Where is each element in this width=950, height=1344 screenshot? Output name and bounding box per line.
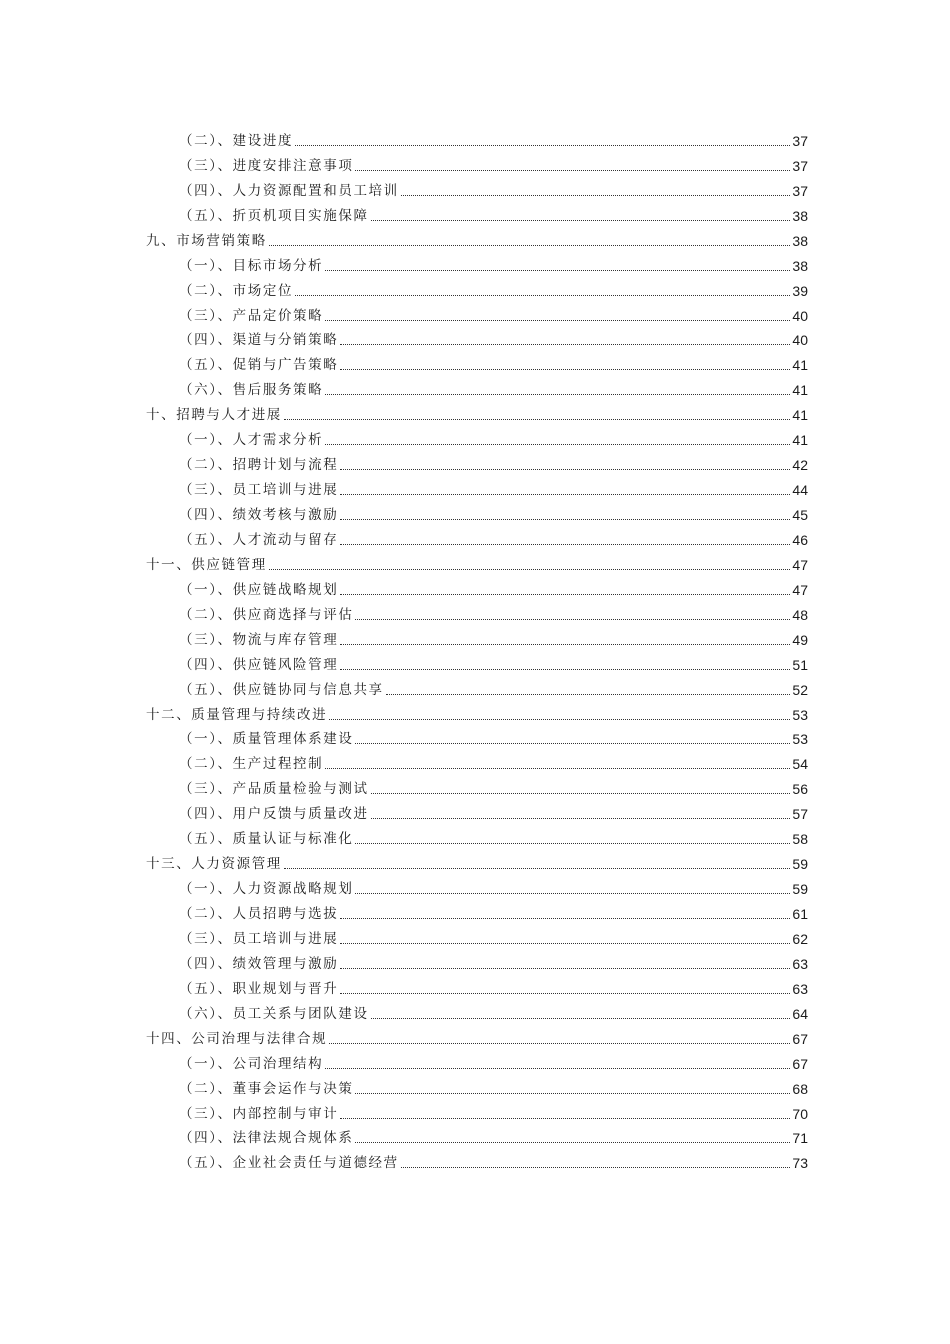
toc-dot-leader bbox=[371, 220, 791, 221]
toc-entry-title: （四）、供应链风险管理 bbox=[179, 656, 339, 673]
toc-section-entry[interactable] bbox=[146, 1122, 808, 1147]
toc-section-entry[interactable] bbox=[146, 598, 808, 623]
toc-dot-leader bbox=[325, 270, 790, 271]
toc-entry-title: （四）、渠道与分销策略 bbox=[179, 332, 339, 349]
toc-page-number: 37 bbox=[792, 157, 808, 174]
toc-page-number: 59 bbox=[792, 856, 808, 873]
toc-page-number: 39 bbox=[792, 282, 808, 299]
toc-section-entry[interactable] bbox=[146, 623, 808, 648]
toc-page-number: 68 bbox=[792, 1080, 808, 1097]
toc-entry-title: （二）、人员招聘与选拔 bbox=[179, 906, 339, 922]
toc-entry-title: （三）、员工培训与进展 bbox=[179, 930, 339, 947]
toc-page-number: 62 bbox=[792, 930, 808, 947]
toc-section-entry[interactable] bbox=[146, 947, 808, 972]
toc-section-entry[interactable] bbox=[146, 1146, 808, 1171]
toc-page-number: 56 bbox=[792, 781, 808, 798]
toc-entry-title: （五）、折页机项目实施保障 bbox=[179, 207, 369, 224]
toc-page-number: 52 bbox=[792, 681, 808, 698]
toc-page-number: 40 bbox=[792, 307, 808, 324]
toc-dot-leader bbox=[340, 918, 790, 919]
toc-section-entry[interactable] bbox=[146, 772, 808, 797]
toc-dot-leader bbox=[386, 694, 791, 695]
toc-section-entry[interactable] bbox=[146, 348, 808, 373]
toc-dot-leader bbox=[340, 369, 790, 370]
toc-page-number: 41 bbox=[792, 407, 808, 424]
toc-dot-leader bbox=[401, 195, 791, 196]
toc-page-number: 37 bbox=[792, 182, 808, 199]
toc-section-entry[interactable] bbox=[146, 249, 808, 274]
toc-chapter-entry[interactable] bbox=[146, 548, 808, 573]
toc-dot-leader bbox=[269, 245, 791, 246]
toc-entry-title: 九、市场营销策略 bbox=[146, 232, 267, 249]
toc-dot-leader bbox=[355, 170, 790, 171]
toc-entry-title: （六）、员工关系与团队建设 bbox=[179, 1005, 369, 1022]
toc-section-entry[interactable] bbox=[146, 972, 808, 997]
toc-page-number: 58 bbox=[792, 831, 808, 848]
toc-section-entry[interactable] bbox=[146, 324, 808, 349]
toc-section-entry[interactable] bbox=[146, 797, 808, 822]
toc-entry-title: （二）、董事会运作与决策 bbox=[179, 1080, 354, 1097]
toc-entry-title: （一）、公司治理结构 bbox=[179, 1055, 324, 1072]
toc-page-number: 48 bbox=[792, 606, 808, 623]
toc-page-number: 63 bbox=[792, 980, 808, 997]
toc-page-number: 53 bbox=[792, 706, 808, 723]
toc-page-number: 51 bbox=[792, 656, 808, 673]
toc-dot-leader bbox=[340, 344, 790, 345]
toc-section-entry[interactable] bbox=[146, 747, 808, 772]
toc-page-number: 49 bbox=[792, 631, 808, 648]
toc-entry-title: （三）、产品定价策略 bbox=[179, 307, 324, 324]
toc-entry-title: （五）、企业社会责任与道德经营 bbox=[179, 1155, 399, 1172]
toc-dot-leader bbox=[401, 1167, 791, 1168]
toc-dot-leader bbox=[284, 868, 791, 869]
toc-section-entry[interactable] bbox=[146, 498, 808, 523]
toc-dot-leader bbox=[340, 968, 790, 969]
toc-entry-title: （二）、生产过程控制 bbox=[179, 756, 324, 773]
toc-entry-title: 十三、人力资源管理 bbox=[146, 856, 282, 873]
toc-entry-title: （二）、市场定位 bbox=[179, 282, 294, 299]
toc-page-number: 59 bbox=[792, 881, 808, 898]
toc-dot-leader bbox=[355, 1093, 790, 1094]
toc-entry-title: （二）、供应商选择与评估 bbox=[179, 606, 354, 623]
toc-section-entry[interactable] bbox=[146, 423, 808, 448]
toc-page-number: 40 bbox=[792, 332, 808, 349]
toc-dot-leader bbox=[355, 743, 790, 744]
toc-page-number: 61 bbox=[792, 906, 808, 922]
toc-section-entry[interactable] bbox=[146, 673, 808, 698]
toc-chapter-entry[interactable] bbox=[146, 698, 808, 723]
toc-dot-leader bbox=[325, 394, 790, 395]
toc-section-entry[interactable] bbox=[146, 199, 808, 224]
toc-entry-title: （五）、质量认证与标准化 bbox=[179, 831, 354, 848]
toc-page-number: 71 bbox=[792, 1130, 808, 1147]
toc-entry-title: 十二、质量管理与持续改进 bbox=[146, 706, 328, 723]
toc-dot-leader bbox=[325, 444, 790, 445]
toc-page-number: 42 bbox=[792, 457, 808, 474]
toc-dot-leader bbox=[269, 569, 791, 570]
toc-section-entry[interactable] bbox=[146, 373, 808, 398]
toc-page-number: 67 bbox=[792, 1030, 808, 1047]
toc-page-number: 38 bbox=[792, 207, 808, 224]
toc-dot-leader bbox=[355, 1142, 790, 1143]
toc-dot-leader bbox=[355, 843, 790, 844]
toc-dot-leader bbox=[329, 719, 790, 720]
toc-entry-title: （三）、进度安排注意事项 bbox=[179, 157, 354, 174]
toc-chapter-entry[interactable] bbox=[146, 847, 808, 872]
toc-dot-leader bbox=[340, 594, 790, 595]
toc-section-entry[interactable] bbox=[146, 723, 808, 748]
toc-dot-leader bbox=[371, 1018, 791, 1019]
table-of-contents bbox=[146, 124, 808, 1171]
toc-entry-title: （四）、人力资源配置和员工培训 bbox=[179, 182, 399, 199]
toc-section-entry[interactable] bbox=[146, 523, 808, 548]
toc-dot-leader bbox=[329, 1043, 790, 1044]
toc-entry-title: （五）、促销与广告策略 bbox=[179, 357, 339, 374]
toc-page-number: 67 bbox=[792, 1055, 808, 1072]
toc-page-number: 37 bbox=[792, 132, 808, 149]
toc-section-entry[interactable] bbox=[146, 1097, 808, 1122]
toc-dot-leader bbox=[355, 619, 790, 620]
toc-dot-leader bbox=[340, 993, 790, 994]
toc-entry-title: （二）、建设进度 bbox=[179, 132, 294, 149]
toc-entry-title: 十、招聘与人才进展 bbox=[146, 407, 282, 424]
toc-entry-title: （一）、人才需求分析 bbox=[179, 432, 324, 449]
toc-dot-leader bbox=[340, 943, 790, 944]
toc-dot-leader bbox=[371, 818, 791, 819]
toc-page-number: 47 bbox=[792, 581, 808, 598]
toc-page-number: 73 bbox=[792, 1155, 808, 1172]
toc-entry-title: （五）、职业规划与晋升 bbox=[179, 980, 339, 997]
toc-dot-leader bbox=[325, 768, 790, 769]
toc-page-number: 41 bbox=[792, 357, 808, 374]
toc-section-entry[interactable] bbox=[146, 872, 808, 897]
toc-entry-title: （五）、供应链协同与信息共享 bbox=[179, 681, 384, 698]
toc-section-entry[interactable] bbox=[146, 473, 808, 498]
toc-entry-title: （四）、绩效考核与激励 bbox=[179, 507, 339, 523]
toc-entry-title: （一）、目标市场分析 bbox=[179, 257, 324, 274]
toc-dot-leader bbox=[284, 419, 791, 420]
toc-page-number: 63 bbox=[792, 955, 808, 972]
toc-dot-leader bbox=[355, 893, 790, 894]
toc-dot-leader bbox=[295, 295, 790, 296]
toc-entry-title: （一）、人力资源战略规划 bbox=[179, 881, 354, 898]
toc-page-number: 41 bbox=[792, 382, 808, 399]
toc-page-number: 38 bbox=[792, 257, 808, 274]
toc-section-entry[interactable] bbox=[146, 274, 808, 299]
toc-entry-title: （五）、人才流动与留存 bbox=[179, 531, 339, 548]
toc-page-number: 64 bbox=[792, 1005, 808, 1022]
toc-dot-leader bbox=[340, 644, 790, 645]
toc-page-number: 70 bbox=[792, 1105, 808, 1122]
toc-section-entry[interactable] bbox=[146, 1072, 808, 1097]
toc-entry-title: （四）、法律法规合规体系 bbox=[179, 1130, 354, 1147]
toc-page-number: 41 bbox=[792, 432, 808, 449]
toc-chapter-entry[interactable] bbox=[146, 1022, 808, 1047]
toc-page-number: 38 bbox=[792, 232, 808, 249]
toc-page-number: 57 bbox=[792, 806, 808, 823]
toc-section-entry[interactable] bbox=[146, 997, 808, 1022]
toc-entry-title: （三）、内部控制与审计 bbox=[179, 1105, 339, 1122]
toc-section-entry[interactable] bbox=[146, 897, 808, 922]
toc-page-number: 53 bbox=[792, 731, 808, 748]
toc-page-number: 47 bbox=[792, 556, 808, 573]
toc-section-entry[interactable] bbox=[146, 448, 808, 473]
toc-entry-title: （二）、招聘计划与流程 bbox=[179, 457, 339, 474]
toc-entry-title: （六）、售后服务策略 bbox=[179, 382, 324, 399]
toc-section-entry[interactable] bbox=[146, 822, 808, 847]
toc-section-entry[interactable] bbox=[146, 648, 808, 673]
toc-entry-title: （一）、供应链战略规划 bbox=[179, 581, 339, 598]
toc-entry-title: （三）、物流与库存管理 bbox=[179, 631, 339, 648]
toc-dot-leader bbox=[340, 494, 790, 495]
toc-section-entry[interactable] bbox=[146, 1047, 808, 1072]
toc-dot-leader bbox=[340, 544, 790, 545]
toc-section-entry[interactable] bbox=[146, 922, 808, 947]
toc-dot-leader bbox=[340, 519, 790, 520]
toc-entry-title: （四）、绩效管理与激励 bbox=[179, 955, 339, 972]
toc-page-number: 54 bbox=[792, 756, 808, 773]
toc-page-number: 45 bbox=[792, 507, 808, 523]
toc-entry-title: （三）、产品质量检验与测试 bbox=[179, 781, 369, 798]
toc-section-entry[interactable] bbox=[146, 299, 808, 324]
toc-entry-title: 十四、公司治理与法律合规 bbox=[146, 1030, 328, 1047]
toc-page-number: 44 bbox=[792, 482, 808, 499]
toc-page-number: 46 bbox=[792, 531, 808, 548]
toc-section-entry[interactable] bbox=[146, 174, 808, 199]
toc-entry-title: （三）、员工培训与进展 bbox=[179, 482, 339, 499]
toc-section-entry[interactable] bbox=[146, 573, 808, 598]
toc-dot-leader bbox=[340, 1118, 790, 1119]
toc-entry-title: 十一、供应链管理 bbox=[146, 556, 267, 573]
toc-dot-leader bbox=[340, 669, 790, 670]
toc-dot-leader bbox=[371, 793, 791, 794]
toc-section-entry[interactable] bbox=[146, 124, 808, 149]
toc-dot-leader bbox=[325, 320, 790, 321]
toc-entry-title: （一）、质量管理体系建设 bbox=[179, 731, 354, 748]
toc-chapter-entry[interactable] bbox=[146, 398, 808, 423]
toc-section-entry[interactable] bbox=[146, 149, 808, 174]
toc-dot-leader bbox=[340, 469, 790, 470]
toc-entry-title: （四）、用户反馈与质量改进 bbox=[179, 806, 369, 823]
toc-dot-leader bbox=[325, 1068, 790, 1069]
toc-dot-leader bbox=[295, 145, 790, 146]
toc-chapter-entry[interactable] bbox=[146, 224, 808, 249]
